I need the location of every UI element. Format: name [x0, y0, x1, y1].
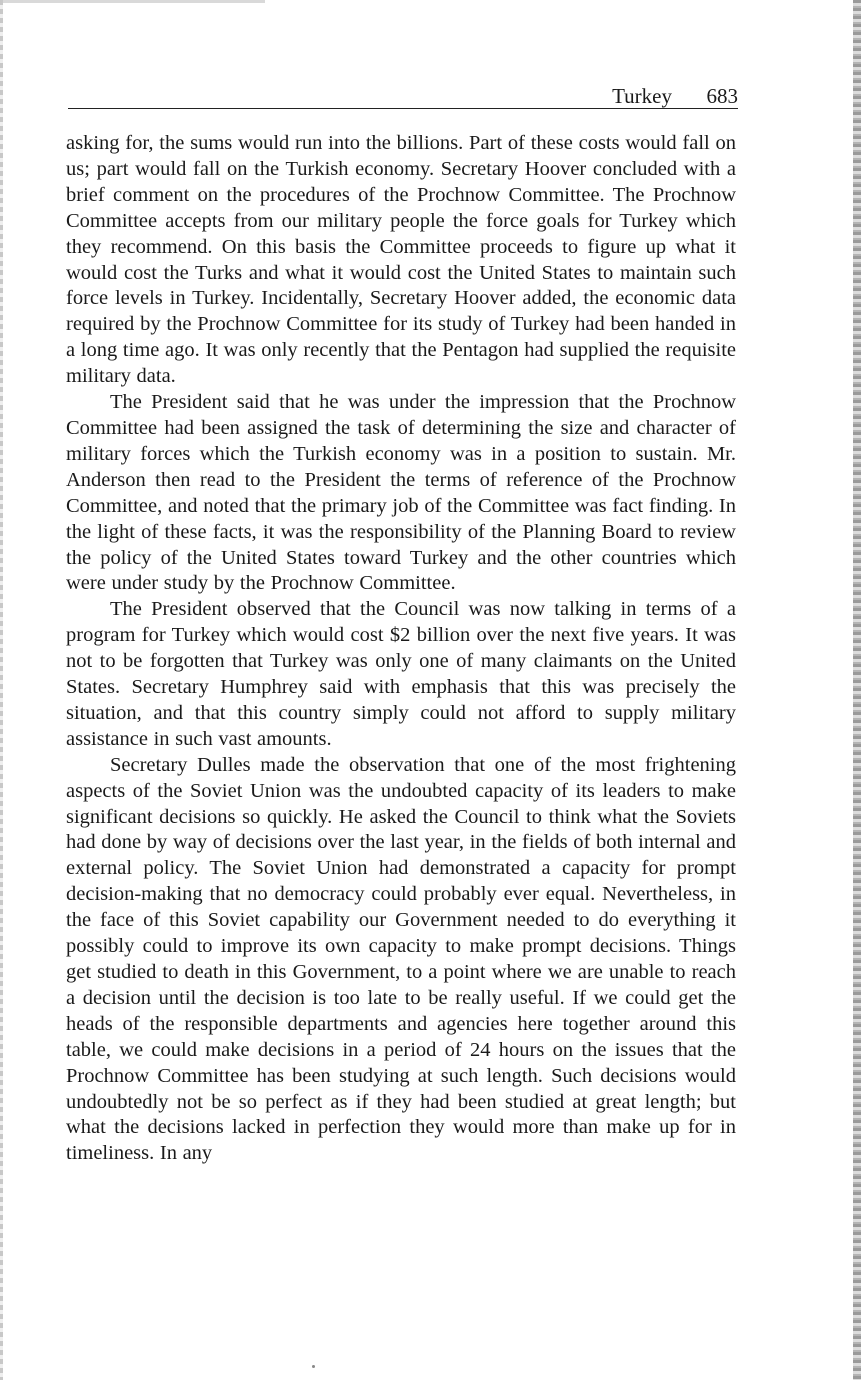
paragraph-prochnow-task: The President said that he was under the impression that the Prochnow Committee had been assigned the task of determining the size and character of military forces which the Turkish economy was in a position to sustain. Mr. Anderson then read to the President the terms of reference of the Prochnow Committee, and noted that the primary job of the Committee was fact finding. In the light of these facts, it was the responsibility of the Planning Board to review the policy of the United States toward Turkey and the other countries which were under study by the Prochnow Committee.	[66, 391, 736, 595]
paragraph-program-cost: The President observed that the Council was now talking in terms of a program for Turkey which would cost $2 billion over the next five years. It was not to be forgotten that Turkey was only one of many claimants on the United States. Secretary Humphrey said with emphasis that this was precisely the situation, and that this country simply could not afford to supply military assistance in such vast amounts.	[66, 598, 736, 750]
scan-edge-left	[0, 0, 3, 1380]
page-number: 683	[706, 84, 738, 108]
paragraph-continued: asking for, the sums would run into the billions. Part of these costs would fall on us; part would fall on the Turkish economy. Secretary Hoover concluded with a brief comment on the procedures of the Prochnow Committee. The Prochnow Committee accepts from our military people the force goals for Turkey which they recommend. On this basis the Committee proceeds to figure up what it would cost the Turks and what it would cost the United States to maintain such force levels in Turkey. Incidentally, Secretary Hoover added, the economic data required by the Prochnow Committee for its study of Turkey had been handed in a long time ago. It was only recently that the Pentagon had supplied the requisite military data.	[66, 132, 736, 388]
body-text	[66, 131, 736, 1167]
scan-edge-right	[853, 0, 861, 1380]
running-title: Turkey	[612, 84, 672, 108]
running-header	[68, 84, 738, 109]
scan-speck	[312, 1365, 315, 1368]
scan-edge-top	[0, 0, 265, 3]
paragraph-dulles-observation: Secretary Dulles made the observation that one of the most frightening aspects of the Soviet Union was the undoubted capacity of its leaders to make significant decisions so quickly. He asked the Council to think what the Soviets had done by way of decisions over the last year, in the fields of both internal and external policy. The Soviet Union had demonstrated a capacity for prompt decision-making that no democracy could probably ever equal. Nevertheless, in the face of this Soviet capability our Government needed to do everything it possibly could to improve its own capacity to make prompt decisions. Things get studied to death in this Government, to a point where we are unable to reach a decision until the decision is too late to be really useful. If we could get the heads of the responsible departments and agencies here together around this table, we could make decisions in a period of 24 hours on the issues that the Prochnow Committee has been studying at such length. Such decisions would undoubtedly not be so perfect as if they had been studied at great length; but what the decisions lacked in perfection they would more than make up for in timeliness. In any	[66, 753, 736, 1165]
